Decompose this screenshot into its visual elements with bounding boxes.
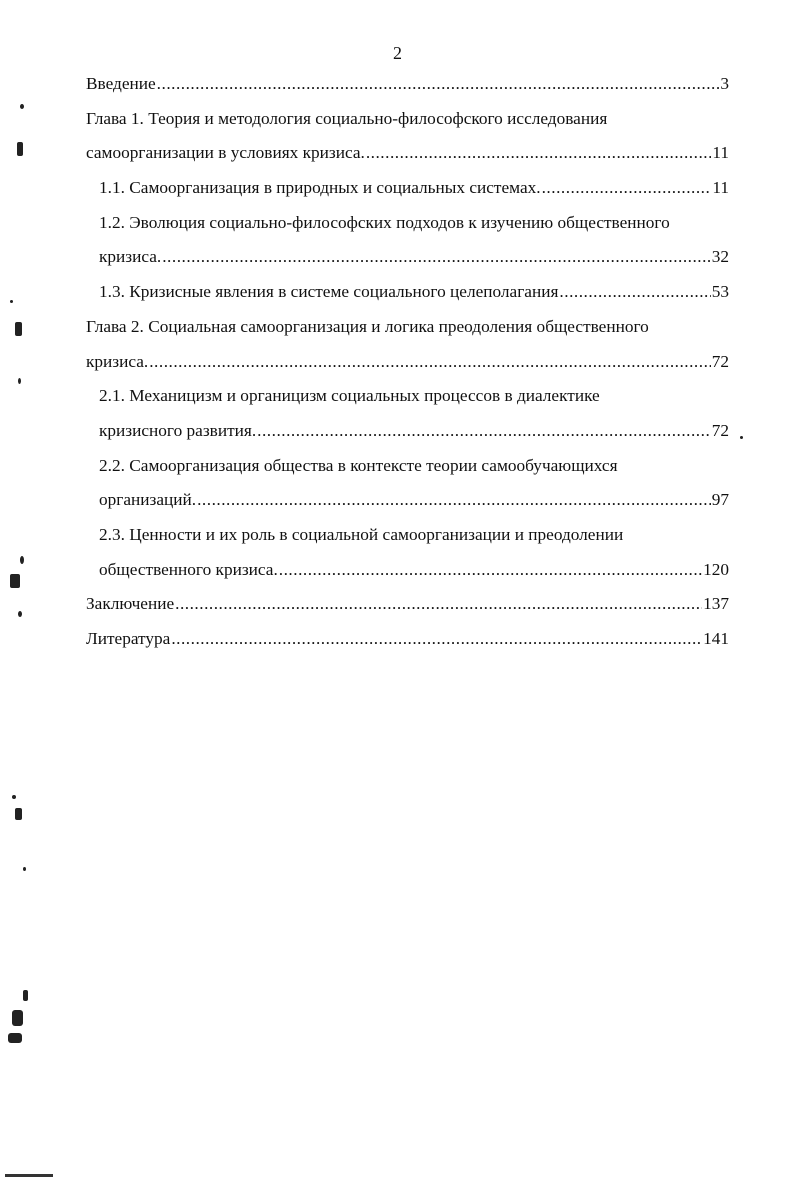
dot-leader [279,556,702,584]
toc-entry-title: самоорганизации в условиях кризиса. [86,143,365,163]
scan-artifact [740,436,743,439]
toc-page-number: 53 [711,282,729,302]
dot-leader [157,70,720,98]
dot-leader [197,486,711,514]
dot-leader [559,278,710,306]
toc-entry-title: 1.1. Самоорганизация в природных и социальных системах. [99,178,541,198]
toc-entry-title-line: 2.3. Ценности и их роль в социальной самоорганизации и преодолении [99,524,624,544]
toc-page-number: 97 [711,490,729,510]
scan-artifact [10,574,20,588]
toc-entry-title: 1.3. Кризисные явления в системе социального целеполагания [99,282,559,302]
toc-entry-section-1-1 [86,174,729,209]
toc-entry-title: кризисного развития. [99,420,257,440]
toc-page-number: 11 [712,143,729,163]
scan-artifact [15,808,22,820]
dot-leader [257,417,711,445]
scan-artifact [18,611,22,617]
toc-page-number: 120 [703,559,729,579]
toc-entry-title-line: 1.2. Эволюция социально-философских подходов к изучению общественного [99,212,670,232]
scan-artifact [10,300,13,303]
dot-leader [149,348,710,376]
toc-entry-introduction [86,70,729,105]
scan-artifact [15,322,22,336]
dot-leader [162,243,710,271]
dot-leader [171,625,702,653]
toc-entry-title-line: Глава 1. Теория и методология социально-философского исследования [86,108,608,128]
toc-entry-title: организаций. [99,490,197,510]
toc-entry-section-2-1 [86,382,729,451]
toc-entry-section-1-2 [86,209,729,278]
scan-artifact [18,378,21,384]
dot-leader [175,590,702,618]
toc-entry-section-2-2 [86,452,729,521]
scan-artifact [23,867,26,871]
table-of-contents [86,70,729,660]
toc-entry-title-line: Глава 2. Социальная самоорганизация и логика преодоления общественного [86,316,649,336]
scan-artifact [8,1033,22,1043]
toc-entry-title: Заключение [86,594,175,614]
toc-page-number: 72 [711,420,729,440]
dot-leader [542,174,712,202]
toc-entry-conclusion [86,590,729,625]
toc-entry-title: кризиса. [99,247,162,267]
scan-artifact [12,1010,23,1026]
toc-entry-literature [86,625,729,660]
toc-entry-title-line: 2.1. Механицизм и органицизм социальных процессов в диалектике [99,386,600,406]
toc-entry-section-2-3 [86,521,729,590]
toc-page-number: 32 [711,247,729,267]
scan-artifact [12,795,16,799]
page-number: 2 [393,43,402,63]
toc-page-number: 3 [720,74,729,93]
scan-artifact [20,556,24,564]
toc-entry-title: Введение [86,74,156,93]
toc-entry-title: общественного кризиса. [99,559,278,579]
scan-artifact [17,142,23,156]
scan-artifact [5,1174,53,1177]
scan-artifact [23,990,28,1001]
toc-entry-section-1-3 [86,278,729,313]
toc-entry-title: кризиса. [86,351,149,371]
toc-page-number: 137 [703,594,729,614]
toc-page-number: 72 [711,351,729,371]
dot-leader [366,139,712,167]
toc-page-number: 11 [712,178,729,198]
toc-entry-title-line: 2.2. Самоорганизация общества в контексте теории самообучающихся [99,455,618,475]
toc-entry-chapter-2 [86,313,729,382]
toc-entry-title: Литература [86,629,171,648]
toc-entry-chapter-1 [86,105,729,174]
scan-artifact [20,104,24,109]
toc-page-number: 141 [703,629,729,648]
